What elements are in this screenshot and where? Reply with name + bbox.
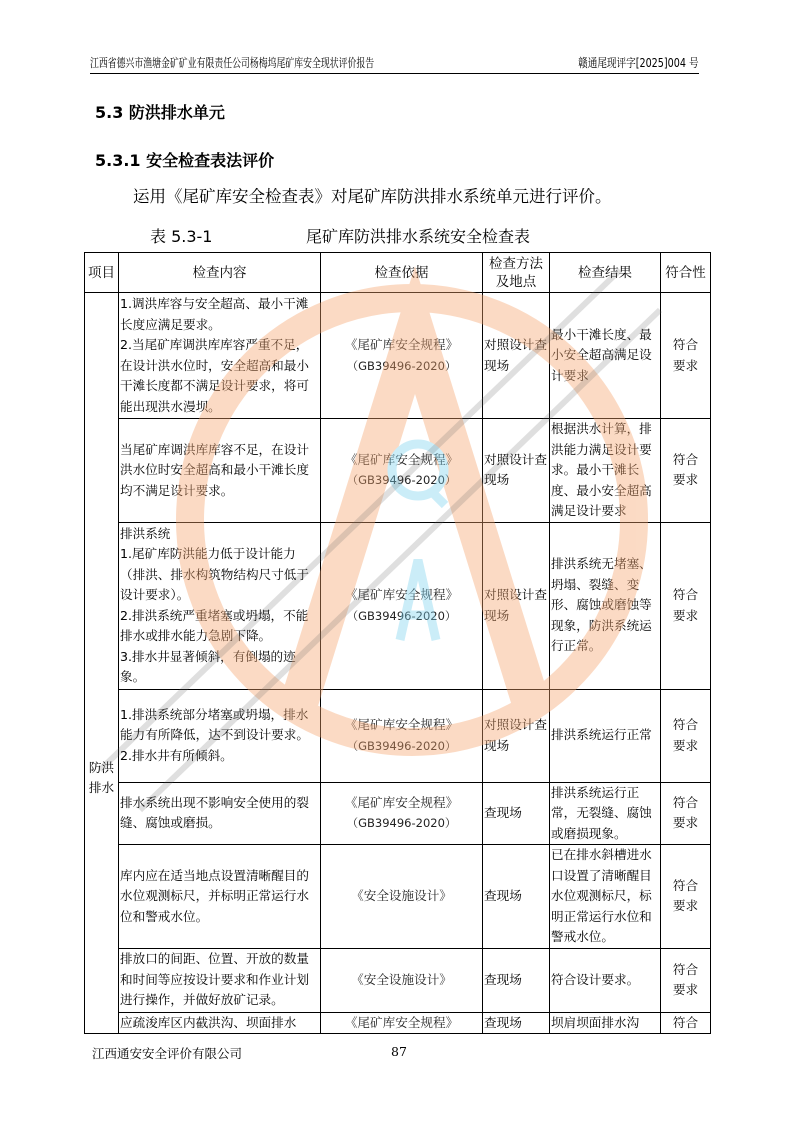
check-method: 查现场	[483, 845, 550, 949]
check-content: 1.调洪库容与安全超高、最小干滩长度应满足要求。 2.当尾矿库调洪库库容严重不足，在设计洪水位时，安全超高和最小干滩长度都不满足设计要求，将可能出现洪水漫坝。	[119, 293, 321, 419]
table-number: 表 5.3-1	[150, 227, 213, 246]
basis-code: （GB39496-2020）	[346, 358, 457, 373]
section-heading: 5.3 防洪排水单元	[95, 103, 225, 122]
col-header-result: 检查结果	[550, 253, 661, 293]
table-row	[85, 782, 711, 845]
check-method: 对照设计查现场	[483, 293, 550, 419]
check-basis	[321, 522, 483, 689]
check-basis	[321, 419, 483, 523]
footer-company: 江西通安安全评价有限公司	[92, 1046, 243, 1061]
basis-title: 《尾矿库安全规程》	[344, 1014, 459, 1030]
col-header-conformity: 符合性	[661, 253, 711, 293]
col-header-content: 检查内容	[119, 253, 321, 293]
safety-checklist-table	[84, 252, 711, 1034]
item-cell: 防洪排水	[85, 293, 119, 1034]
page-number: 87	[391, 1044, 407, 1059]
basis-code: （GB39496-2020）	[346, 473, 457, 488]
check-result: 坝肩坝面排水沟	[550, 1012, 661, 1034]
table-row	[85, 689, 711, 782]
conformity: 符合要求	[661, 522, 711, 689]
conformity: 符合	[661, 1012, 711, 1034]
check-method: 对照设计查现场	[483, 689, 550, 782]
basis-title: 《安全设施设计》	[351, 888, 452, 903]
table-row	[85, 522, 711, 689]
table-row	[85, 845, 711, 949]
check-content: 当尾矿库调洪库库容不足，在设计洪水位时安全超高和最小干滩长度均不满足设计要求。	[119, 419, 321, 523]
check-method: 查现场	[483, 782, 550, 845]
col-header-method: 检查方法及地点	[483, 253, 550, 293]
check-result: 排洪系统无堵塞、坍塌、裂缝、变形、腐蚀或磨蚀等现象，防洪系统运行正常。	[550, 522, 661, 689]
conformity: 符合要求	[661, 948, 711, 1012]
check-content: 排洪系统 1.尾矿库防洪能力低于设计能力（排洪、排水构筑物结构尺寸低于设计要求）。 2.排洪系统严重堵塞或坍塌，不能排水或排水能力急剧下降。 3.排水井显著倾斜，有倒塌的迹象。	[119, 522, 321, 689]
basis-code: （GB39496-2020）	[346, 816, 457, 831]
check-result: 最小干滩长度、最小安全超高满足设计要求	[550, 293, 661, 419]
check-method: 对照设计查现场	[483, 522, 550, 689]
header-report-title: 江西省德兴市渔塘金矿矿业有限责任公司杨梅坞尾矿库安全现状评价报告	[90, 56, 375, 70]
table-row	[85, 293, 711, 419]
col-header-item: 项目	[85, 253, 119, 293]
basis-title: 《尾矿库安全规程》	[344, 717, 459, 732]
table-row	[85, 1012, 711, 1034]
table-header-row	[85, 253, 711, 293]
check-basis	[321, 948, 483, 1012]
check-result: 排洪系统运行正常	[550, 689, 661, 782]
check-content: 排放口的间距、位置、开放的数量和时间等应按设计要求和作业计划进行操作，并做好放矿记录。	[119, 948, 321, 1012]
basis-title: 《尾矿库安全规程》	[344, 587, 459, 602]
table-row	[85, 948, 711, 1012]
check-basis	[321, 293, 483, 419]
conformity: 符合要求	[661, 782, 711, 845]
basis-title: 《尾矿库安全规程》	[344, 794, 459, 810]
check-result: 符合设计要求。	[550, 948, 661, 1012]
table-row	[85, 419, 711, 523]
col-header-basis: 检查依据	[321, 253, 483, 293]
conformity: 符合要求	[661, 419, 711, 523]
check-basis	[321, 782, 483, 845]
page-header	[90, 54, 699, 74]
check-basis	[321, 689, 483, 782]
intro-paragraph: 运用《尾矿库安全检查表》对尾矿库防洪排水系统单元进行评价。	[133, 187, 612, 206]
check-result: 已在排水斜槽进水口设置了清晰醒目水位观测标尺，标明正常运行水位和警戒水位。	[550, 845, 661, 949]
basis-title: 《安全设施设计》	[351, 971, 452, 987]
check-method: 查现场	[483, 948, 550, 1012]
check-result: 根据洪水计算，排洪能力满足设计要求。最小干滩长度、最小安全超高满足设计要求	[550, 419, 661, 523]
conformity: 符合要求	[661, 845, 711, 949]
check-basis	[321, 845, 483, 949]
table-title: 尾矿库防洪排水系统安全检查表	[306, 227, 531, 246]
check-result: 排洪系统运行正常，无裂缝、腐蚀或磨损现象。	[550, 782, 661, 845]
check-content: 排水系统出现不影响安全使用的裂缝、腐蚀或磨损。	[119, 782, 321, 845]
subsection-heading: 5.3.1 安全检查表法评价	[95, 151, 275, 170]
basis-title: 《尾矿库安全规程》	[344, 337, 459, 352]
check-content: 1.排洪系统部分堵塞或坍塌，排水能力有所降低，达不到设计要求。 2.排水井有所倾斜。	[119, 689, 321, 782]
check-basis	[321, 1012, 483, 1034]
check-content: 库内应在适当地点设置清晰醒目的水位观测标尺，并标明正常运行水位和警戒水位。	[119, 845, 321, 949]
check-method: 对照设计查现场	[483, 419, 550, 523]
basis-code: （GB39496-2020）	[346, 608, 457, 623]
conformity: 符合要求	[661, 293, 711, 419]
conformity: 符合要求	[661, 689, 711, 782]
header-report-number: 赣通尾现评字[2025]004 号	[578, 56, 699, 70]
basis-code: （GB39496-2020）	[346, 738, 457, 753]
basis-title: 《尾矿库安全规程》	[344, 451, 459, 467]
check-content: 应疏浚库区内截洪沟、坝面排水	[119, 1012, 321, 1034]
check-method: 查现场	[483, 1012, 550, 1034]
